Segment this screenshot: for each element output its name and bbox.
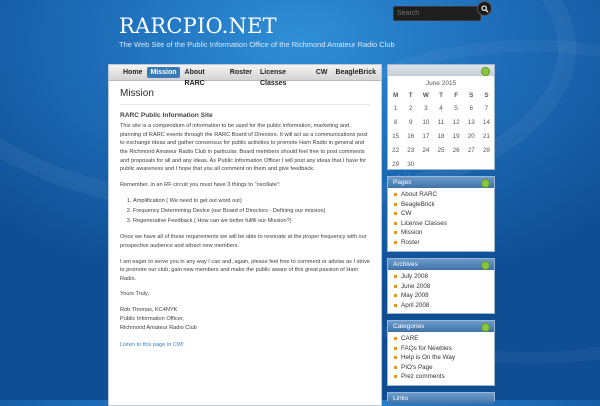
calendar-header [388, 65, 494, 76]
widget-title-text: Links [393, 395, 409, 402]
nav-tab-mission[interactable]: Mission [147, 67, 179, 78]
calendar-day: 25 [437, 146, 445, 154]
widget-toggle-icon[interactable] [481, 323, 490, 332]
article [109, 81, 381, 350]
pages-widget [387, 176, 495, 252]
archives-widget [387, 258, 495, 314]
weekday-label: W [422, 91, 429, 99]
remember-paragraph: Remember, in an RF circuit you must have 3 things to "oscillate": [120, 181, 281, 188]
archive-link-may-2008[interactable]: May 2008 [394, 291, 494, 301]
calendar-day: 13 [467, 118, 475, 126]
search-input[interactable] [393, 6, 481, 21]
links-widget-title [388, 393, 494, 404]
archives-widget-title [388, 259, 494, 270]
weekday-label: T [408, 91, 413, 99]
calendar-day: 9 [408, 118, 413, 126]
calendar-day: 26 [452, 146, 460, 154]
calendar-day: 12 [452, 118, 460, 126]
widget-toggle-icon[interactable] [481, 67, 490, 76]
weekday-label: S [469, 91, 474, 99]
calendar-day [449, 157, 464, 171]
nav-tab-beaglebrick[interactable]: BeagleBrick [335, 69, 376, 76]
section-title: RARC Public Information Site [120, 111, 213, 119]
calendar-day [433, 157, 448, 171]
calendar-day: 19 [452, 132, 460, 140]
closing-text: Yours Truly, [120, 291, 149, 298]
widget-toggle-icon[interactable] [481, 179, 490, 188]
nav-tab-cw[interactable]: CW [315, 69, 328, 76]
calendar-table [388, 89, 494, 171]
list-item: 2. Frequency Determining Device (our Board of Directors - Defining our mission) [133, 206, 370, 216]
calendar-day: 15 [392, 132, 400, 140]
intro-paragraph: This site is a compendium of information to be used for the public information, marketing and planning of RARC events through the RARC Board of Directors. It will act as a communications post to exchange ideas and gather consensus for public activities to promote Ham Radio in general and the Richmond Amateur Radio Club in particular. Board members should feel free to post comments and proposals for all and any ideas. As Public Information Officer I will post any ideas that I have for public awareness and I hope that you all comment on them and give feedback. [120, 123, 368, 173]
calendar-day: 18 [437, 132, 445, 140]
categories-widget [387, 320, 495, 386]
calendar-day: 5 [454, 104, 458, 112]
signature-line: Richmond Amateur Radio Club [120, 324, 197, 331]
widget-title-text: Categories [393, 323, 425, 330]
signature-line: Public Information Officer, [120, 315, 184, 322]
calendar-day: 28 [482, 146, 490, 154]
weekday-label: T [439, 91, 443, 99]
requirements-list [120, 196, 370, 226]
nav-tab-home[interactable]: Home [123, 69, 143, 76]
category-link-prez-comments[interactable]: Prez comments [394, 372, 494, 382]
eager-paragraph: I am eager to serve you in any way I can and, again, please feel free to comment or advise as I strive to promote our club, gain new members and make the public aware of this great passion of Ham Radio. [120, 258, 370, 282]
calendar-day: 17 [422, 132, 430, 140]
category-link-pios-page[interactable]: PIO's Page [394, 363, 494, 373]
pages-link-license-classes[interactable]: License Classes [394, 219, 494, 229]
calendar-day: 21 [482, 132, 490, 140]
main-content [108, 64, 382, 406]
calendar-day: 10 [422, 118, 430, 126]
calendar-day: 6 [469, 104, 474, 112]
nav-tab-roster[interactable]: Roster [229, 69, 252, 76]
search-icon [481, 5, 489, 13]
categories-widget-title [388, 321, 494, 332]
pages-widget-title [388, 177, 494, 188]
weekday-label: S [484, 91, 489, 99]
resonate-paragraph: Once we have all of these requirements we will be able to resonate at the proper frequency with our prospective audience and attract new members. [120, 234, 367, 249]
pages-link-cw[interactable]: CW [394, 209, 494, 219]
calendar-caption: June 2015 [425, 80, 457, 87]
calendar-widget [387, 64, 495, 170]
listen-cw-link[interactable]: Listen to this page in CW! [120, 341, 184, 348]
categories-list [388, 332, 494, 383]
calendar-day: 8 [393, 118, 398, 126]
calendar-day: 7 [484, 104, 489, 112]
nav-bar [109, 65, 381, 87]
calendar-day: 23 [407, 146, 415, 154]
search-button[interactable] [477, 1, 492, 16]
category-link-care[interactable]: CARE [394, 334, 494, 344]
calendar-day: 3 [424, 104, 428, 112]
pages-link-roster[interactable]: Roster [394, 238, 494, 248]
calendar-day: 20 [467, 132, 475, 140]
site-title[interactable]: RARCPIO.NET [119, 14, 277, 38]
nav-tab-about-rarc[interactable]: About RARC [184, 69, 205, 87]
archive-link-april-2008[interactable]: April 2008 [394, 301, 494, 311]
calendar-day: 30 [407, 160, 415, 168]
page-title: Mission [120, 90, 370, 105]
calendar-day [418, 157, 433, 171]
calendar-day: 29 [392, 160, 400, 168]
calendar-day: 24 [422, 146, 430, 154]
pages-link-mission[interactable]: Mission [394, 228, 494, 238]
category-link-help[interactable]: Help is On the Way [394, 353, 494, 363]
calendar-day: 1 [393, 104, 398, 112]
calendar-day: 2 [408, 104, 413, 112]
widget-title-text: Archives [393, 261, 418, 268]
list-item: 3. Regenerative Feedback ( How can we better fulfill our Mission?) [133, 216, 370, 226]
list-item: 1. Amplification ( We need to get out word out) [133, 196, 370, 206]
search-box [393, 2, 481, 21]
archives-list [388, 270, 494, 311]
site-tagline: The Web Site of the Public Information Office of the Richmond Amateur Radio Club [119, 40, 395, 49]
widget-toggle-icon[interactable] [481, 261, 490, 270]
weekday-label: F [454, 91, 459, 99]
archive-link-june-2008[interactable]: June 2008 [394, 282, 494, 292]
archive-link-july-2008[interactable]: July 2008 [394, 272, 494, 282]
pages-link-about-rarc[interactable]: About RARC [394, 190, 494, 200]
calendar-day: 4 [439, 104, 443, 112]
calendar-day: 22 [392, 146, 400, 154]
calendar-day: 27 [467, 146, 475, 154]
calendar-day: 16 [407, 132, 415, 140]
widget-title-text: Pages [393, 179, 412, 186]
pages-link-beaglebrick[interactable]: BeagleBrick [394, 200, 494, 210]
signature [120, 306, 370, 333]
nav-tab-license-classes[interactable]: License Classes [259, 69, 287, 87]
calendar-day [479, 157, 494, 171]
category-link-faqs[interactable]: FAQs for Newbies [394, 344, 494, 354]
calendar-day: 14 [482, 118, 490, 126]
weekday-label: M [392, 91, 399, 99]
calendar-day: 11 [437, 118, 445, 126]
pages-list [388, 188, 494, 249]
signature-line: Rob Thomas, KC4NYK [120, 306, 178, 313]
calendar-day [464, 157, 479, 171]
